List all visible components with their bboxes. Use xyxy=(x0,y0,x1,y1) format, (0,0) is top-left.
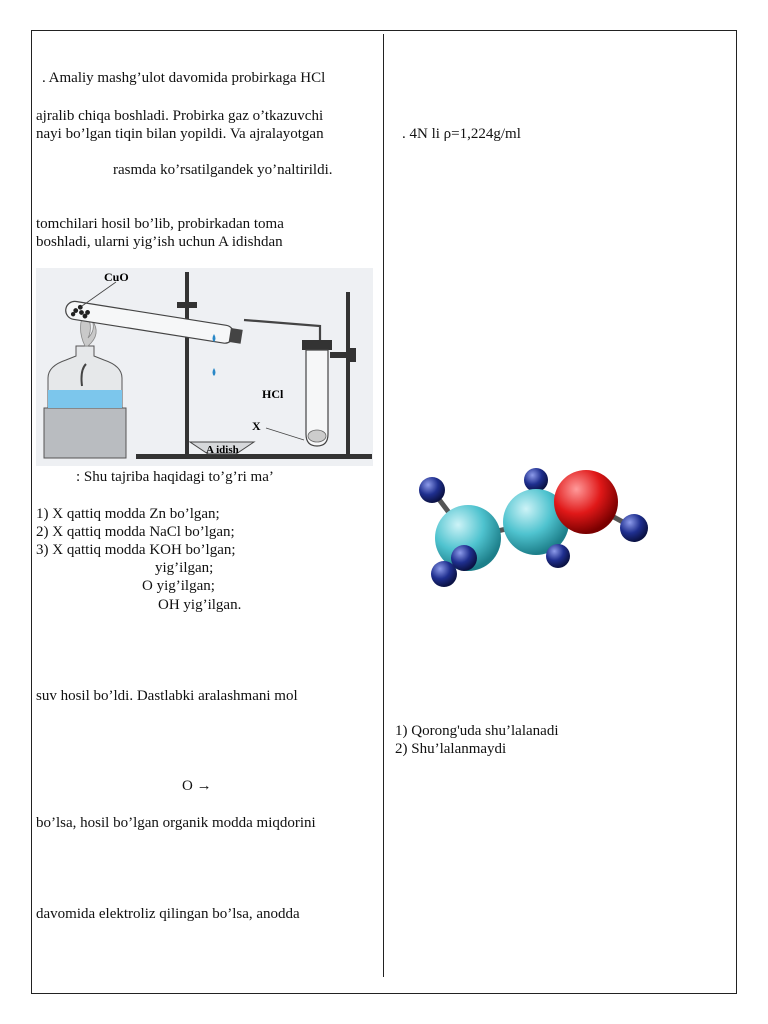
hydrogen-atom xyxy=(451,545,477,571)
paragraph-3: rasmda ko’rsatilgandek yo’naltirildi. xyxy=(113,162,333,178)
label-cuo: CuO xyxy=(104,270,129,284)
paragraph-4-line1: tomchilari hosil bo’lib, probirkadan toma xyxy=(36,216,284,232)
question-stem: : Shu tajriba haqidagi to’g’ri ma’ xyxy=(76,469,274,485)
right-paragraph-1: . 4N li ρ=1,224g/ml xyxy=(402,126,521,142)
option-2: 2) X qattiq modda NaCl bo’lgan; xyxy=(36,524,235,540)
paragraph-2-line2: nayi bo’lgan tiqin bilan yopildi. Va ajralayotgan xyxy=(36,126,324,142)
oxygen-atom xyxy=(554,470,618,534)
option-1: 1) X qattiq modda Zn bo’lgan; xyxy=(36,506,220,522)
burner-liquid xyxy=(48,390,122,408)
hydrogen-atom xyxy=(524,468,548,492)
label-x: X xyxy=(252,419,261,433)
label-hcl: HCl xyxy=(262,387,284,401)
tube-clamp xyxy=(177,302,197,308)
paragraph-5: suv hosil bo’ldi. Dastlabki aralashmani mol xyxy=(36,688,298,704)
option-3: 3) X qattiq modda KOH bo’lgan; xyxy=(36,542,236,558)
option-6: OH yig’ilgan. xyxy=(158,597,242,613)
stand-base xyxy=(136,454,372,459)
paragraph-2-line1: ajralib chiqa boshladi. Probirka gaz o’tkazuvchi xyxy=(36,108,324,124)
hydrogen-atom xyxy=(419,477,445,503)
stand-rod-left xyxy=(185,272,189,458)
paragraph-7: bo’lsa, hosil bo’lgan organik modda miqdorini xyxy=(36,815,316,831)
answer-2: 2) Shu’lalanmaydi xyxy=(395,741,507,757)
lab-apparatus-figure xyxy=(36,268,373,466)
answer-1: 1) Qorong'uda shu’lalanadi xyxy=(395,723,559,739)
paragraph-8: davomida elektroliz qilingan bo’lsa, anodda xyxy=(36,906,300,922)
stand-rod-right xyxy=(346,292,350,458)
paragraph-intro: . Amaliy mashg’ulot davomida probirkaga HCl xyxy=(42,70,326,86)
option-5: O yig’ilgan; xyxy=(142,578,215,594)
paragraph-4-line2: boshladi, ularni yig’ish uchun A idishdan xyxy=(36,234,283,250)
label-vessel-a: A idish xyxy=(206,444,239,456)
molecule-model-figure xyxy=(414,462,656,590)
hydrogen-atom xyxy=(620,514,648,542)
column-divider xyxy=(383,34,384,977)
hydrogen-atom xyxy=(546,544,570,568)
reaction-arrow-text: O → xyxy=(182,778,212,794)
option-4: yig’ilgan; xyxy=(155,560,214,576)
